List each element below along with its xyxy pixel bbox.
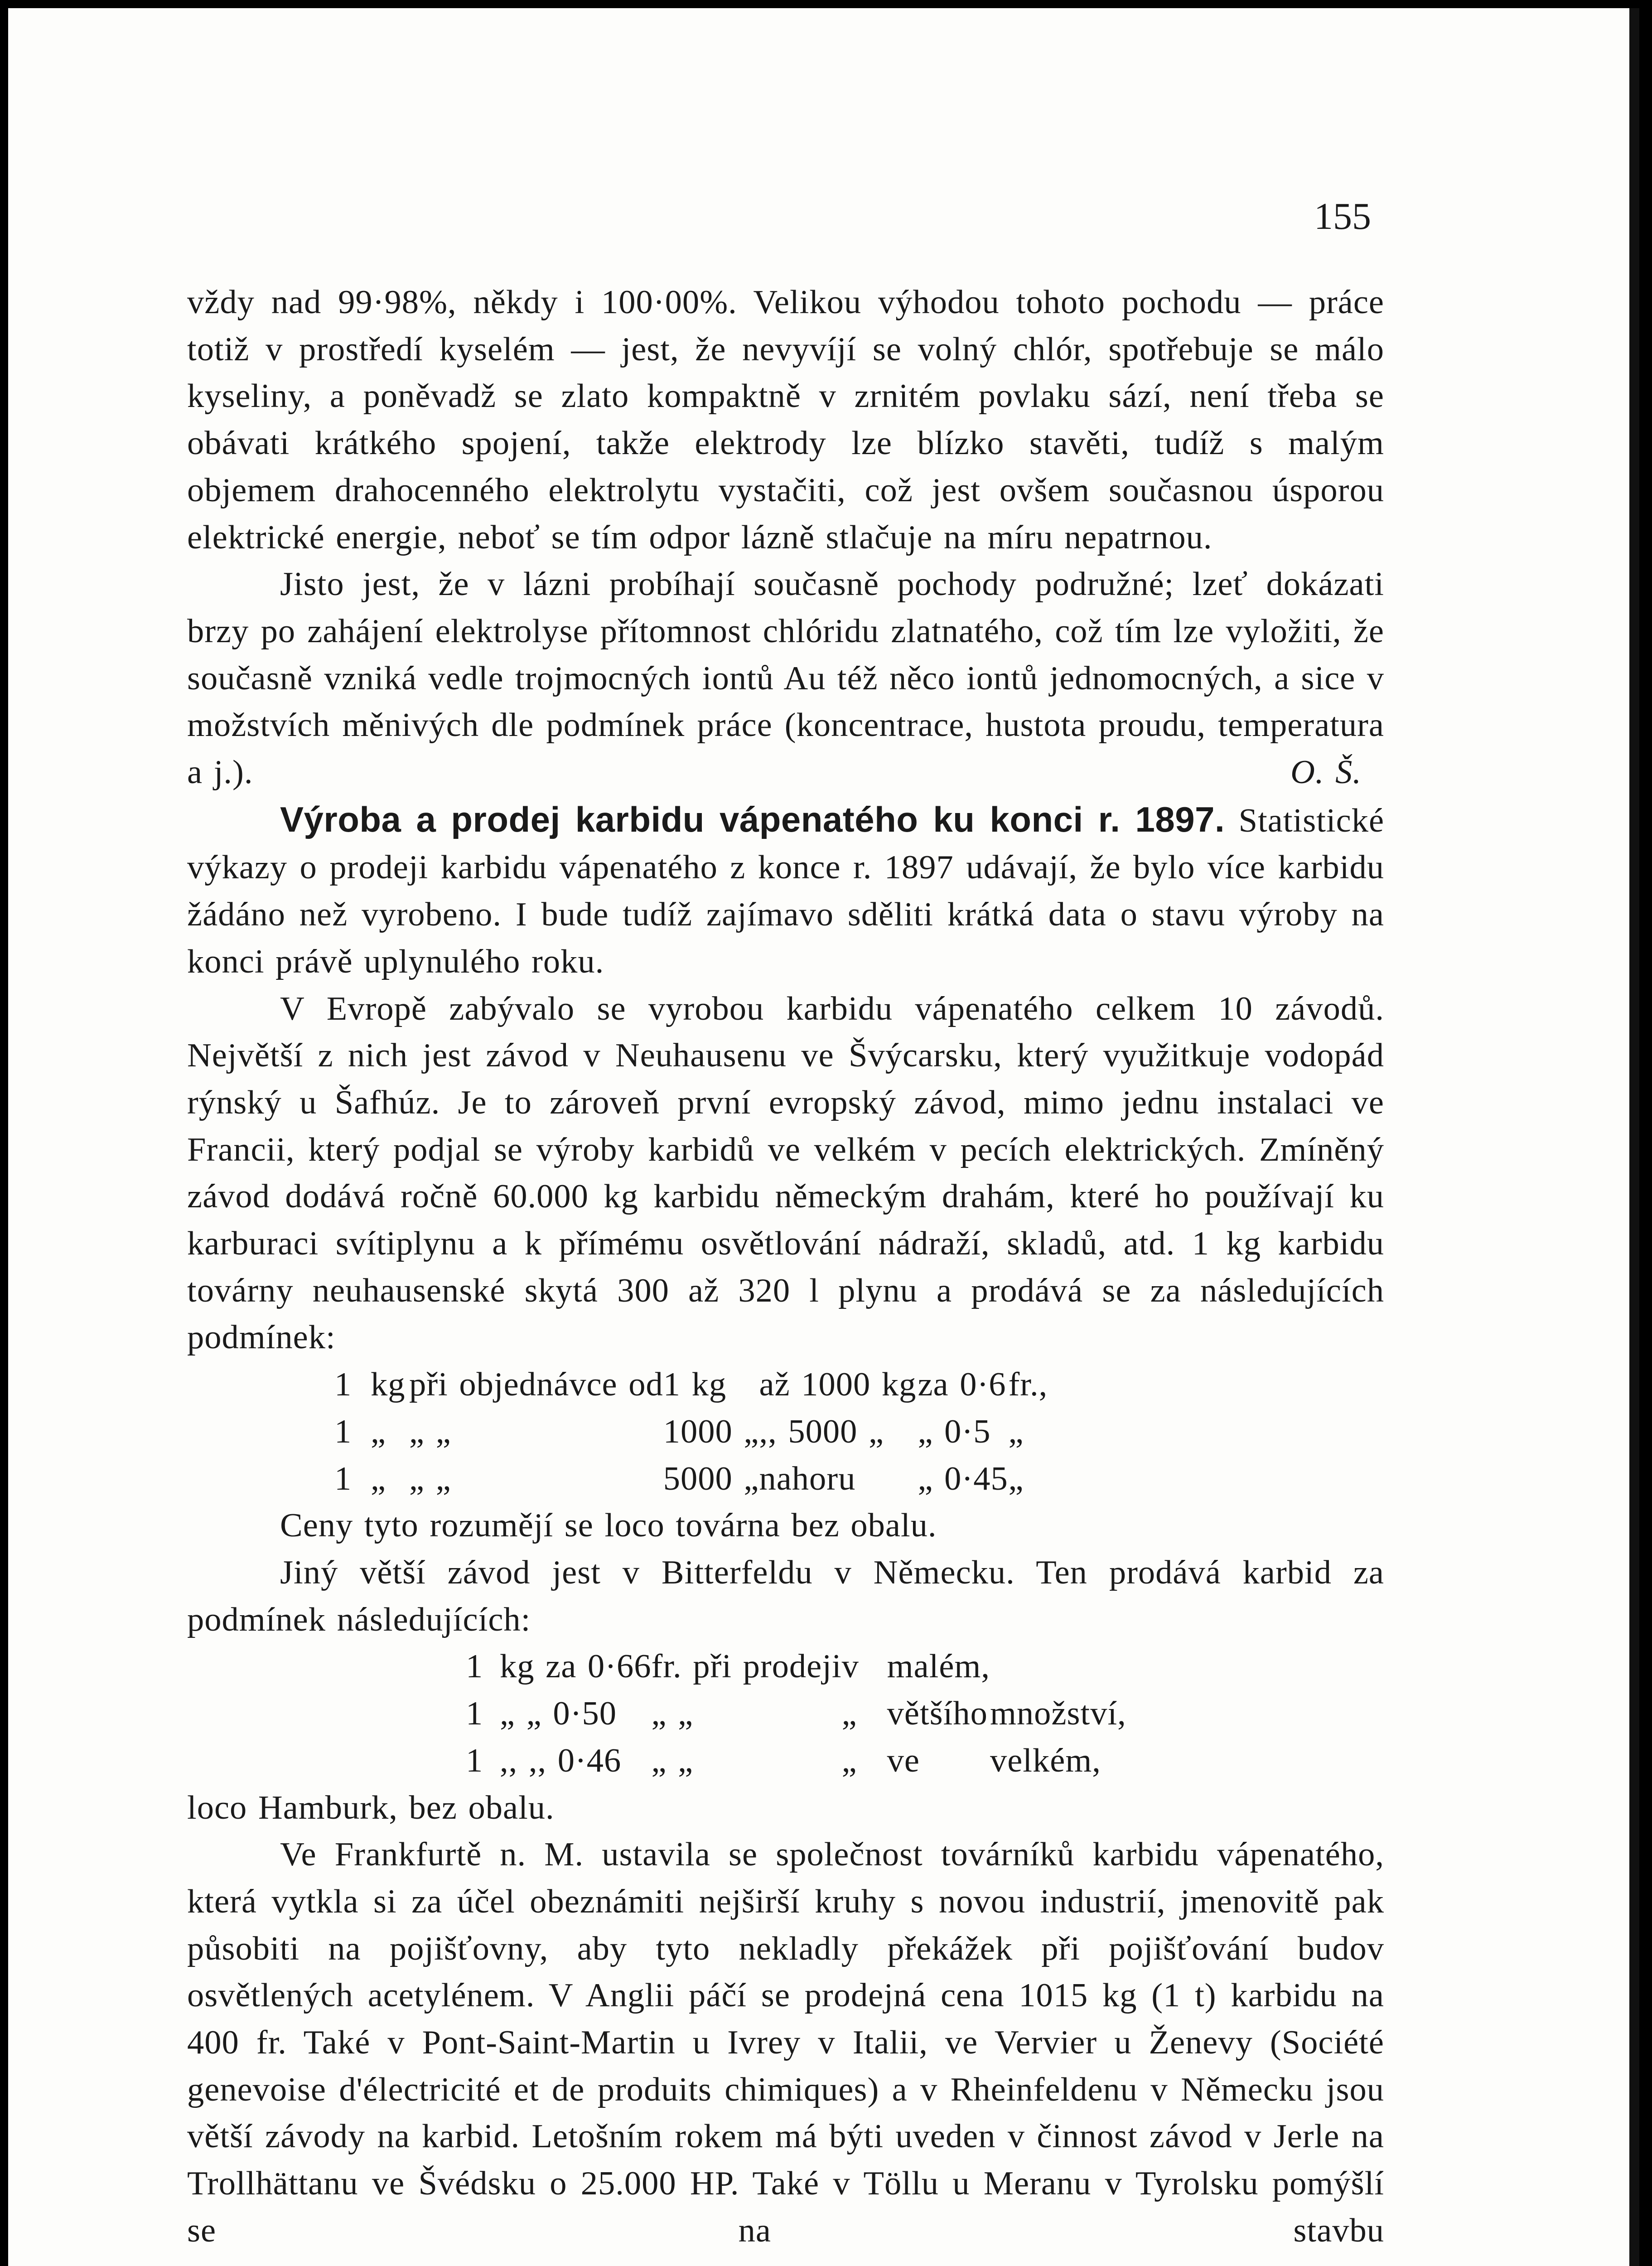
paragraph-frankfurt: Ve Frankfurtě n. M. ustavila se společnost továrníků karbidu vápenatého, která vytkla si za účel obeznámiti nejširší kruhy s novou industrií, jmenovitě pak působiti na pojišťovny, aby tyto nekladly překážek při pojišťování budov osvětlených acetylénem. V Anglii páčí se prodejná cena 1015 kg (1 t) karbidu na 400 fr. Také v Pont-Saint-Martin u Ivrey v Italii, ve Vervier u Ženevy (Société genevoise d'électricité et de produits chimiques) a v Rheinfeldenu v Německu jsou větší závody na karbid. Letošním rokem má býti uveden v činnost závod v Jerle na Trollhättanu ve Švédsku o 25.000 HP. Také v Töllu u Meranu v Tyrolsku pomýšlí se na stavbu <box>187 1836 1384 2249</box>
scan-edge <box>1629 8 1639 2266</box>
table-row: 1 ,, ,, 0·46 „ „ „ ve velkém, <box>466 1742 1101 1779</box>
paragraph-hamburk: loco Hamburk, bez obalu. <box>187 1789 555 1826</box>
author-signature: O. Š. <box>1290 754 1362 791</box>
page-body <box>187 279 1384 2255</box>
paragraph-prices-note: Ceny tyto rozumějí se loco továrna bez obalu. <box>280 1507 937 1545</box>
table-row: 1 kg za 0·66 fr. při prodeji v malém, <box>466 1648 990 1685</box>
paragraph-electrolysis: vždy nad 99·98%, někdy i 100·00%. Velikou výhodou tohoto pochodu — práce totiž v prostředí kyselém — jest, že nevyvíjí se volný chlór, spotřebuje se málo kyseliny, a poněvadž se zlato kompaktně v zrnitém povlaku sází, není třeba se obávati krátkého spojení, takže elektrody lze blízko stavěti, tudíž s malým objemem drahocenného elektrolytu vystačiti, což jest ovšem současnou úsporou elektrické energie, neboť se tím odpor lázně stlačuje na míru nepatrnou. <box>187 284 1384 556</box>
table-row: 1 kg při objednávce od 1 kg až 1000 kg za 0·6 fr., <box>334 1366 1048 1404</box>
page-number: 155 <box>1314 195 1371 237</box>
paragraph-carbide-stats-text: Statistické výkazy o prodeji karbidu vápenatého z konce r. 1897 udávají, že bylo více karbidu žádáno než vyrobeno. I bude tudíž zajímavo sděliti krátká data o stavu výroby na konci právě uplynulého roku. <box>187 802 1385 980</box>
paragraph-neuhausen: V Evropě zabývalo se vyrobou karbidu vápenatého celkem 10 závodů. Největší z nich jest závod v Neuhausenu ve Švýcarsku, který využitkuje vodopád rýnský u Šafhúz. Je to zároveň první evropský závod, mimo jednu instalaci ve Francii, který podjal se výroby karbidů ve velkém v pecích elektrických. Zmíněný závod dodává ročně 60.000 kg karbidu německým drahám, které ho používají ku karburaci svítiplynu a k přímému osvětlování nádraží, skladů, atd. 1 kg karbidu továrny neuhausenské skytá 300 až 320 l plynu a prodává se za následujících podmínek: <box>187 990 1384 1356</box>
table-row: 1 „ „ 0·50 „ „ „ většího množství, <box>466 1695 1126 1733</box>
document-page <box>8 8 1639 2266</box>
paragraph-side-processes <box>187 561 1384 796</box>
paragraph-bitterfeld: Jiný větší závod jest v Bitterfeldu v Německu. Ten prodává karbid za podmínek následujících: <box>187 1554 1384 1638</box>
neuhausen-price-table <box>334 1361 1103 1502</box>
section-heading: Výroba a prodej karbidu vápenatého ku konci r. 1897. <box>280 799 1225 839</box>
bitterfeld-price-table <box>466 1643 1126 1784</box>
paragraph-carbide-stats <box>187 796 1384 986</box>
table-row: 1 „ „ „ 5000 „ nahoru „ 0·45 „ <box>334 1460 1024 1497</box>
table-row: 1 „ „ „ 1000 „ ,, 5000 „ „ 0·5 „ <box>334 1413 1024 1450</box>
paragraph-side-processes-text: Jisto jest, že v lázni probíhají současně pochody podružné; lzeť dokázati brzy po zahájení elektrolyse přítomnost chlóridu zlatnatého, což tím lze vyložiti, že současně vzniká vedle trojmocných iontů Au též něco iontů jednomocných, a sice v možstvích měnivých dle podmínek práce (koncentrace, hustota proudu, temperatura a j.). <box>187 566 1384 791</box>
